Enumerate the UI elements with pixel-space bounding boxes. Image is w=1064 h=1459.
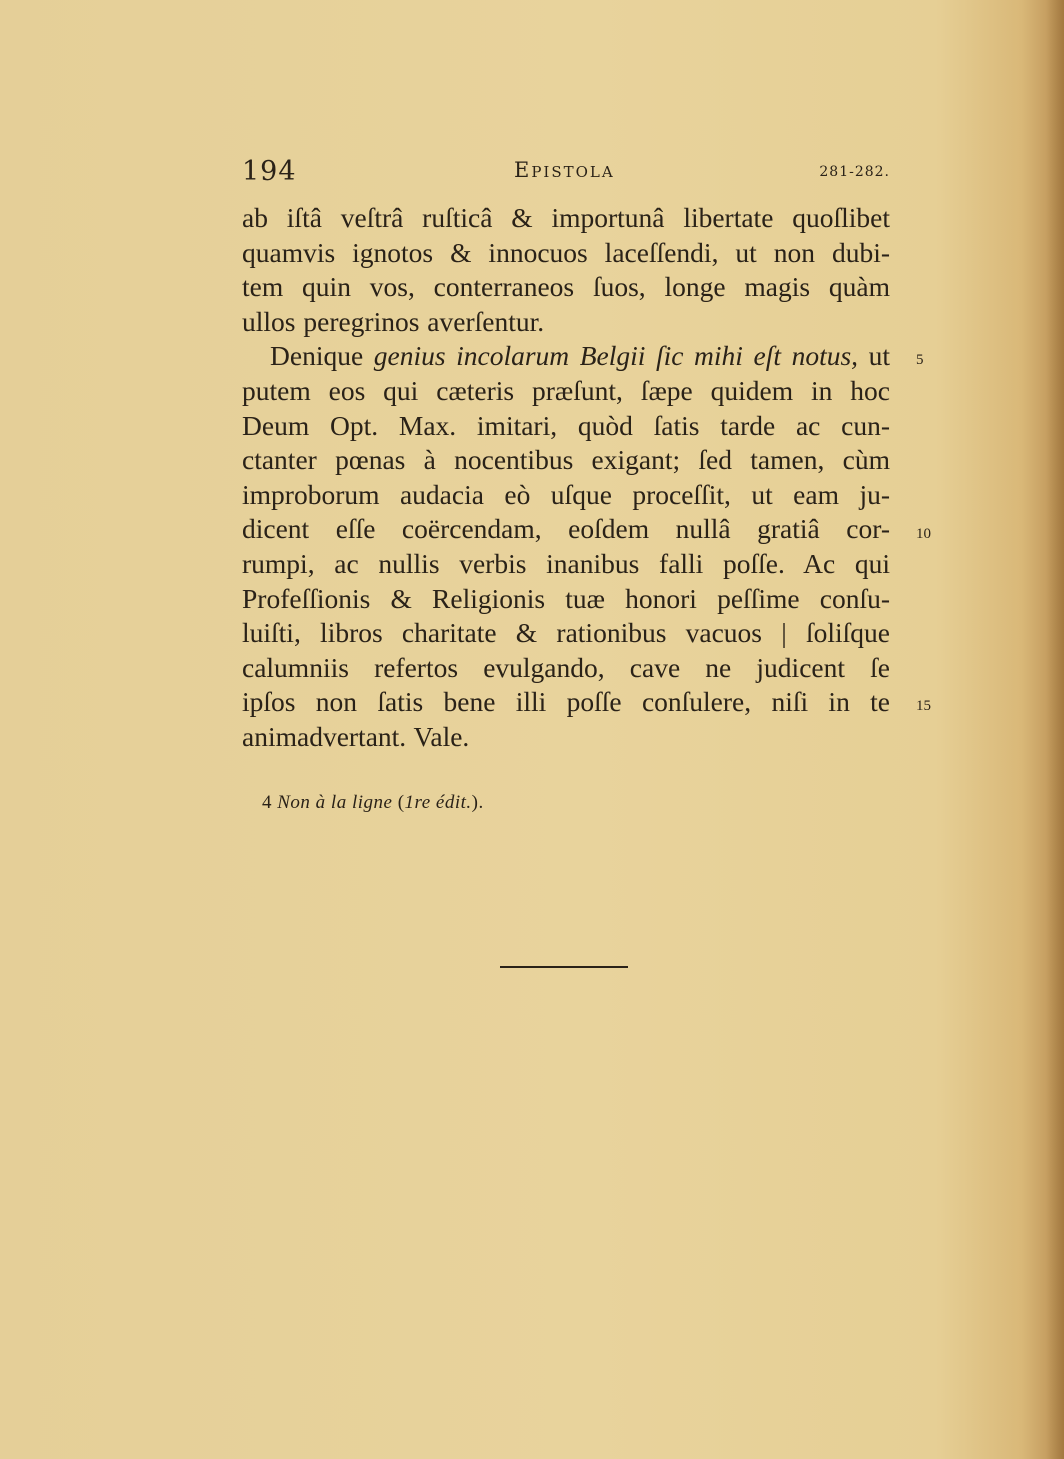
text-line-9: improborum audacia eò uſque proceſſit, ut eam ju- (242, 478, 890, 510)
text-line-5 (242, 339, 890, 374)
text-line-13: luiſti, libros charitate & rationibus vacuos | ſoliſque (242, 617, 890, 649)
text-line-2: quamvis ignotos & innocuos laceſſendi, ut non dubi- (242, 236, 890, 268)
text-line-12: Profeſſionis & Religionis tuæ honori peſſime conſu- (242, 582, 890, 614)
letter-range: 281-282. (819, 164, 890, 180)
page-edge-shadow (1046, 0, 1064, 1459)
text-line-15: ipſos non ſatis bene illi poſſe conſulere, niſi in te (242, 686, 890, 718)
text-line-6: putem eos qui cæteris præſunt, ſæpe quidem in hoc (242, 374, 890, 406)
footnote-edition: 1re édit. (404, 792, 472, 813)
letter-body (242, 201, 890, 755)
text-line-5-start: Denique (270, 340, 364, 372)
margin-line-number-15: 15 (916, 698, 931, 714)
margin-line-number-10: 10 (916, 526, 931, 542)
text-line-8: ctanter pœnas à nocentibus exigant; ſed tamen, cùm (242, 444, 890, 476)
text-line-4: ullos peregrinos averſentur. (242, 305, 545, 337)
text-line-1: ab iſtâ veſtrâ ruſticâ & importunâ libertate quoſlibet (242, 202, 890, 233)
footnote-number: 4 (262, 792, 272, 813)
end-rule (500, 966, 628, 968)
footnote-paren-open: ( (392, 792, 405, 813)
text-line-14: calumniis refertos evulgando, cave ne judicent ſe (242, 651, 890, 683)
text-line-3: tem quin vos, conterraneos ſuos, longe magis quàm (242, 271, 890, 303)
text-line-10: dicent eſſe coërcendam, eoſdem nullâ gratiâ cor- (242, 513, 890, 545)
text-line-11: rumpi, ac nullis verbis inanibus falli poſſe. Ac qui (242, 547, 890, 579)
page-number: 194 (242, 156, 297, 187)
running-head (242, 156, 890, 192)
text-line-5-end: ut (858, 340, 890, 372)
footnote-paren-close: ). (471, 792, 484, 813)
running-title: Epistola (514, 158, 615, 182)
text-line-16: animadvertant. Vale. (242, 720, 470, 752)
footnote (262, 792, 484, 814)
margin-line-number-5: 5 (916, 352, 924, 368)
text-line-5-italic: genius incolarum Belgii ſic mihi eſt notus, (373, 340, 859, 372)
footnote-text: Non à la ligne (277, 792, 393, 813)
text-line-7: Deum Opt. Max. imitari, quòd ſatis tarde ac cun- (242, 409, 890, 441)
